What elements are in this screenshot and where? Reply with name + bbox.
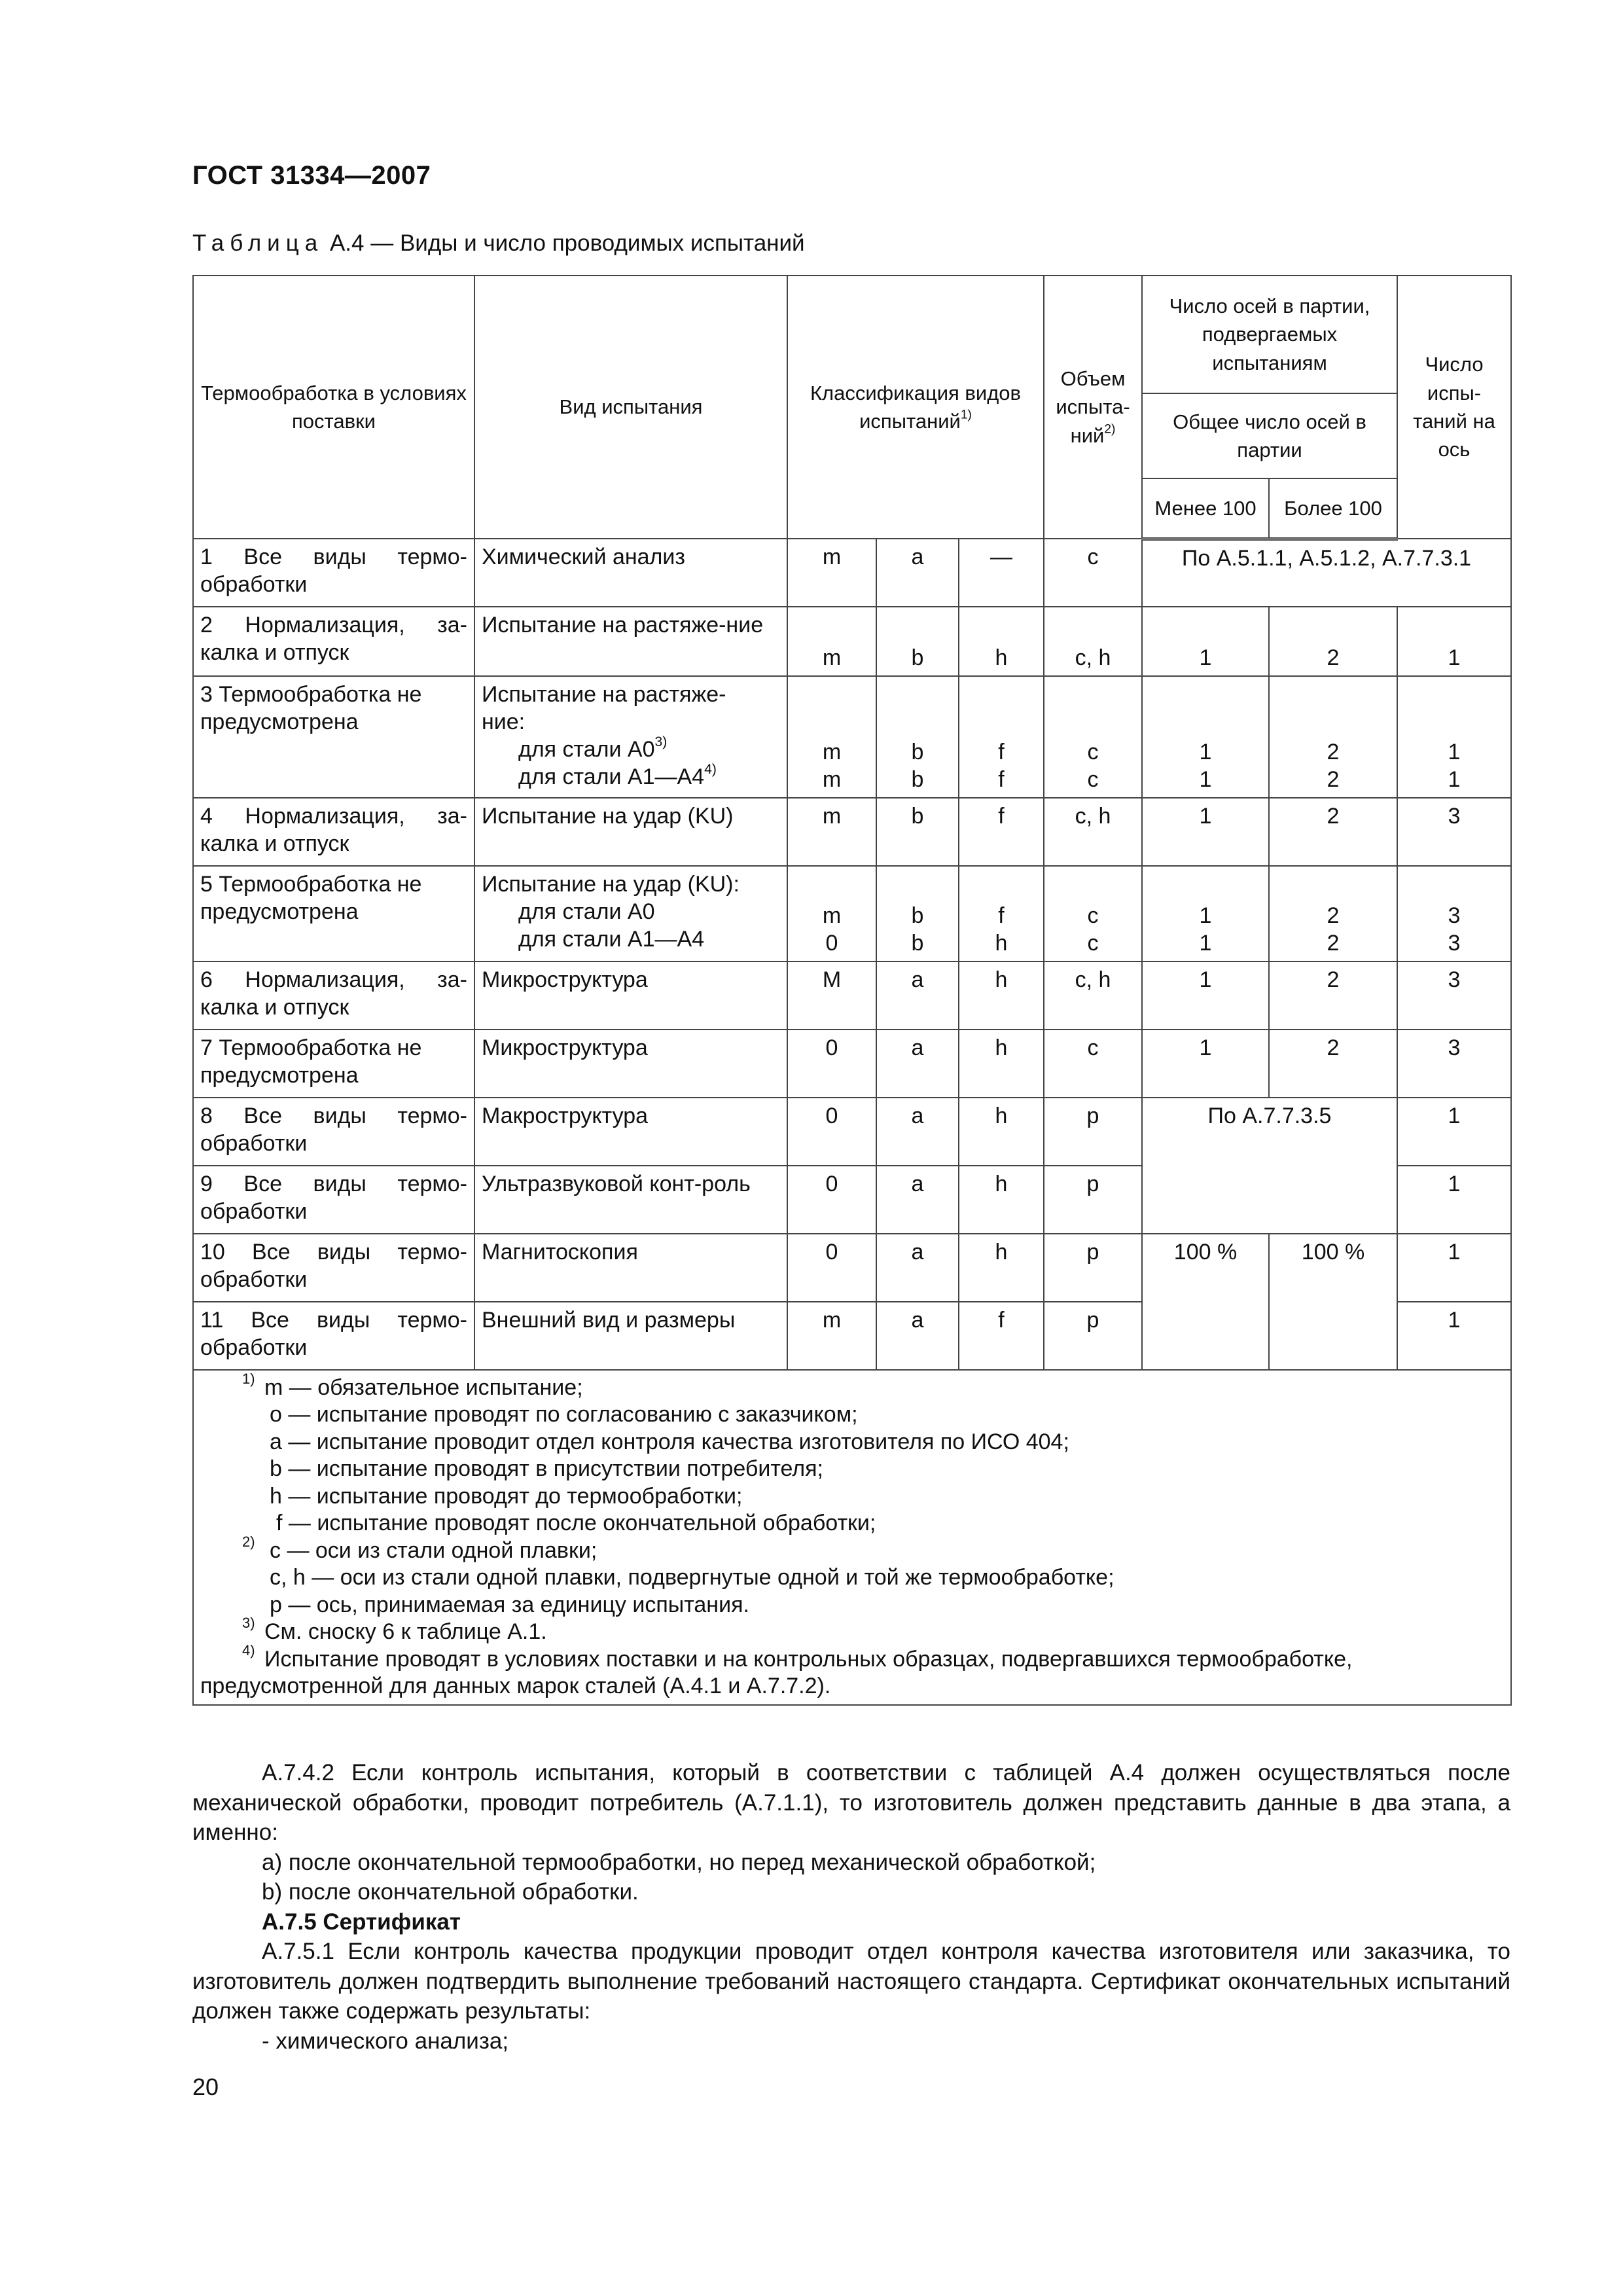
cell-test: Магнитоскопия [474,1234,787,1302]
cell-class-1: 0 [787,1166,876,1234]
footnote-line: a — испытание проводит отдел контроля качества изготовителя по ИСО 404; [270,1429,1069,1454]
value-a: c [1087,903,1099,928]
header-sub-less-100: Менее 100 [1142,478,1269,539]
value-a: b [911,739,924,764]
table-row [193,866,1511,961]
header-volume [1044,276,1142,539]
cell-class-1: 0 [787,1098,876,1166]
cell-volume: p [1044,1234,1142,1302]
cell-class-2: a [876,1098,959,1166]
header-test-type: Вид испытания [474,276,787,539]
sub-item-a [482,736,780,763]
cell-class-2: b [876,607,959,676]
footnote-1 [200,1371,1504,1537]
value-b: 0 [825,930,838,956]
header-group-mid: Общее число осей в партии [1142,393,1397,478]
cell-volume: p [1044,1166,1142,1234]
cell-treatment: 9 Все виды термо-обработки [193,1166,474,1234]
footnotes-row [193,1370,1511,1705]
test-line-1: Испытание на удар (KU): [482,872,740,897]
footnote-line: p — ось, принимаемая за единицу испытания. [270,1592,749,1617]
cell-n-more [1269,866,1397,961]
cell-class-1: 0 [787,1030,876,1098]
cell-class-3: h [959,1166,1044,1234]
header-volume-sup: 2) [1104,422,1116,437]
cell-class-3: h [959,1098,1044,1166]
table-row [193,539,1511,607]
cell-n-more: 2 [1269,961,1397,1030]
table-caption [192,230,805,257]
cell-n-less: 100 % [1142,1234,1269,1370]
footnote-3 [200,1615,1504,1645]
value-b: 3 [1448,930,1461,956]
cell-tests-per-axle: 1 [1397,1234,1511,1302]
cell-volume: c, h [1044,798,1142,866]
cell-n-less [1142,866,1269,961]
cell-class-2: a [876,539,959,607]
cell-treatment: 6 Нормализация, за-калка и отпуск [193,961,474,1030]
caption-prefix: Таблица [192,230,324,256]
cell-treatment: 10 Все виды термо-обработки [193,1234,474,1302]
cell-class-3: f [959,798,1044,866]
footnote-3-marker: 3) [242,1615,255,1632]
cell-class-1: 0 [787,1234,876,1302]
list-item-dash: - химического анализа; [262,2028,509,2054]
cell-class-1 [787,866,876,961]
cell-volume: c, h [1044,961,1142,1030]
header-treatment: Термообработка в условиях поставки [193,276,474,539]
cell-treatment: 7 Термообработка не предусмотрена [193,1030,474,1098]
value-b: h [995,930,1008,956]
cell-class-3: h [959,1234,1044,1302]
table-row [193,1030,1511,1098]
page-number: 20 [192,2073,219,2100]
header-group-top: Число осей в партии, подвергаемых испытаниям [1142,276,1397,393]
cell-class-2 [876,676,959,798]
cell-n-more: 100 % [1269,1234,1397,1370]
cell-class-3 [959,676,1044,798]
sub-item-b [482,763,780,791]
cell-class-3 [959,866,1044,961]
cell-class-3: f [959,1302,1044,1370]
cell-class-1: m [787,798,876,866]
cell-n-less: 1 [1142,1030,1269,1098]
cell-volume: c [1044,1030,1142,1098]
header-volume-text: Объем испыта-ний [1056,367,1130,447]
header-sub-more-100: Более 100 [1269,478,1397,539]
value-a: m [822,903,842,928]
cell-test: Испытание на удар (KU) [474,798,787,866]
value-b: 1 [1199,930,1212,956]
paragraph-a751: А.7.5.1 Если контроль качества продукции проводит отдел контроля качества изготовителя или заказчика, то изготовитель должен подтвердить выполнение требований настоящего стандарта. Сертификат окончательных испытаний должен также содержать результаты: [192,1939,1510,2024]
cell-n-less: 1 [1142,607,1269,676]
header-tests-per-axle: Число испы-таний на ось [1397,276,1511,539]
cell-treatment: 5 Термообработка не предусмотрена [193,866,474,961]
cell-class-2 [876,866,959,961]
cell-n-less: 1 [1142,798,1269,866]
value-b: c [1087,930,1099,956]
sub-item-a-text: для стали А0 [518,737,655,762]
value-a: m [822,739,842,764]
cell-test: Ультразвуковой конт-роль [474,1166,787,1234]
cell-class-2: a [876,1302,959,1370]
cell-span-reference: По А.7.7.3.5 [1142,1098,1397,1234]
cell-class-1: m [787,539,876,607]
body-text [192,1758,1510,2056]
value-b: b [911,930,924,956]
footnote-line: m — обязательное испытание; [264,1375,583,1400]
cell-test: Испытание на растяже-ние [474,607,787,676]
cell-class-1: m [787,1302,876,1370]
table-row [193,798,1511,866]
footnote-1-marker: 1) [242,1371,255,1387]
cell-class-2: a [876,1234,959,1302]
cell-volume [1044,866,1142,961]
footnote-line: h — испытание проводят до термообработки; [270,1483,743,1509]
cell-n-less [1142,676,1269,798]
cell-tests-per-axle: 1 [1397,1302,1511,1370]
footnote-line: c, h — оси из стали одной плавки, подвергнутые одной и той же термообработке; [270,1565,1115,1590]
cell-n-less: 1 [1142,961,1269,1030]
header-classification [787,276,1044,539]
cell-class-3: h [959,607,1044,676]
cell-test [474,866,787,961]
paragraph-a742: А.7.4.2 Если контроль испытания, который в соответствии с таблицей А.4 должен осуществляться после механической обработки, проводит потребитель (А.7.1.1), то изготовитель должен представить данные в два этапа, а именно: [192,1760,1510,1845]
value-a: f [998,903,1005,928]
value-a: f [998,739,1005,764]
cell-class-2: a [876,1030,959,1098]
cell-test: Макроструктура [474,1098,787,1166]
cell-n-more: 2 [1269,1030,1397,1098]
header-classification-text: Классификация видов испытаний [810,381,1022,433]
test-line-1: Испытание на растяже- [482,682,726,707]
table-row [193,961,1511,1030]
value-a: c [1087,739,1099,764]
footnote-line: o — испытание проводят по согласованию с заказчиком; [270,1402,858,1427]
cell-volume: p [1044,1098,1142,1166]
cell-test: Внешний вид и размеры [474,1302,787,1370]
footnote-2-marker: 2) [242,1533,255,1550]
cell-class-3: h [959,961,1044,1030]
sub-item-b-text: для стали А1—А4 [518,764,705,790]
cell-tests-per-axle: 3 [1397,961,1511,1030]
cell-n-more [1269,676,1397,798]
header-row-1 [193,276,1511,393]
value-b: 2 [1327,766,1340,792]
cell-class-2: b [876,798,959,866]
footnote-4 [200,1641,1504,1673]
value-b: 2 [1327,930,1340,956]
cell-test [474,676,787,798]
table-row [193,676,1511,798]
cell-class-1 [787,676,876,798]
cell-tests-per-axle [1397,676,1511,798]
cell-tests-per-axle: 3 [1397,1030,1511,1098]
value-b: m [822,766,842,792]
footnote-line: b — испытание проводят в присутствии потребителя; [270,1456,823,1482]
list-item-b: b) после окончательной обработки. [262,1879,639,1905]
value-a: 2 [1327,739,1340,764]
cell-n-more: 2 [1269,607,1397,676]
value-a: 1 [1199,739,1212,764]
table-row [193,607,1511,676]
sub-item-a: для стали А0 [518,899,655,925]
value-a: 1 [1448,739,1461,764]
cell-test: Микроструктура [474,961,787,1030]
cell-class-2: a [876,961,959,1030]
footnote-line: См. сноску 6 к таблице А.1. [264,1619,547,1645]
cell-test: Микроструктура [474,1030,787,1098]
table-footnotes [193,1370,1511,1705]
cell-tests-per-axle: 1 [1397,607,1511,676]
test-line-2: ние: [482,709,526,735]
value-b: c [1087,766,1099,792]
cell-tests-per-axle: 1 [1397,1098,1511,1166]
footnote-4-marker: 4) [242,1641,255,1659]
list-item-a: a) после окончательной термообработки, но перед механической обработкой; [262,1849,1096,1875]
table-row [193,1098,1511,1166]
value-a: b [911,903,924,928]
cell-treatment: 8 Все виды термо-обработки [193,1098,474,1166]
value-b: 1 [1448,766,1461,792]
footnote-2 [200,1533,1504,1619]
cell-class-1: m [787,607,876,676]
cell-volume [1044,676,1142,798]
document-header: ГОСТ 31334—2007 [192,161,431,190]
cell-class-3: h [959,1030,1044,1098]
cell-tests-per-axle: 3 [1397,798,1511,866]
cell-span-reference: По А.5.1.1, А.5.1.2, А.7.7.3.1 [1142,539,1511,607]
cell-class-1: M [787,961,876,1030]
value-b: f [998,766,1005,792]
table-row [193,1234,1511,1302]
section-heading: А.7.5 Сертификат [262,1909,461,1935]
header-classification-sup: 1) [960,408,972,422]
cell-class-2: a [876,1166,959,1234]
value-b: b [911,766,924,792]
cell-tests-per-axle: 1 [1397,1166,1511,1234]
footnote-line: предусмотренной для данных марок сталей (А.4.1 и А.7.7.2). [200,1674,831,1699]
cell-test: Химический анализ [474,539,787,607]
cell-volume: c [1044,539,1142,607]
tests-table [192,275,1512,1706]
caption-title: А.4 — Виды и число проводимых испытаний [323,230,805,256]
footnote-line: Испытание проводят в условиях поставки и на контрольных образцах, подвергавшихся термообработке, [264,1646,1353,1672]
cell-treatment: 4 Нормализация, за-калка и отпуск [193,798,474,866]
cell-volume: c, h [1044,607,1142,676]
footnote-line: f — испытание проводят после окончательной обработки; [276,1511,876,1536]
sub-item-b: для стали А1—А4 [518,927,705,952]
cell-volume: p [1044,1302,1142,1370]
footnote-line: c — оси из стали одной плавки; [270,1537,597,1563]
cell-treatment: 2 Нормализация, за-калка и отпуск [193,607,474,676]
cell-tests-per-axle [1397,866,1511,961]
value-a: 3 [1448,903,1461,928]
value-b: 1 [1199,766,1212,792]
cell-n-more: 2 [1269,798,1397,866]
value-a: 2 [1327,903,1340,928]
cell-treatment: 3 Термообработка не предусмотрена [193,676,474,798]
sub-item-b-sup: 4) [704,762,717,778]
cell-treatment: 11 Все виды термо-обработки [193,1302,474,1370]
cell-treatment: 1 Все виды термо-обработки [193,539,474,607]
value-a: 1 [1199,903,1212,928]
sub-item-a-sup: 3) [654,734,668,750]
cell-class-3: — [959,539,1044,607]
